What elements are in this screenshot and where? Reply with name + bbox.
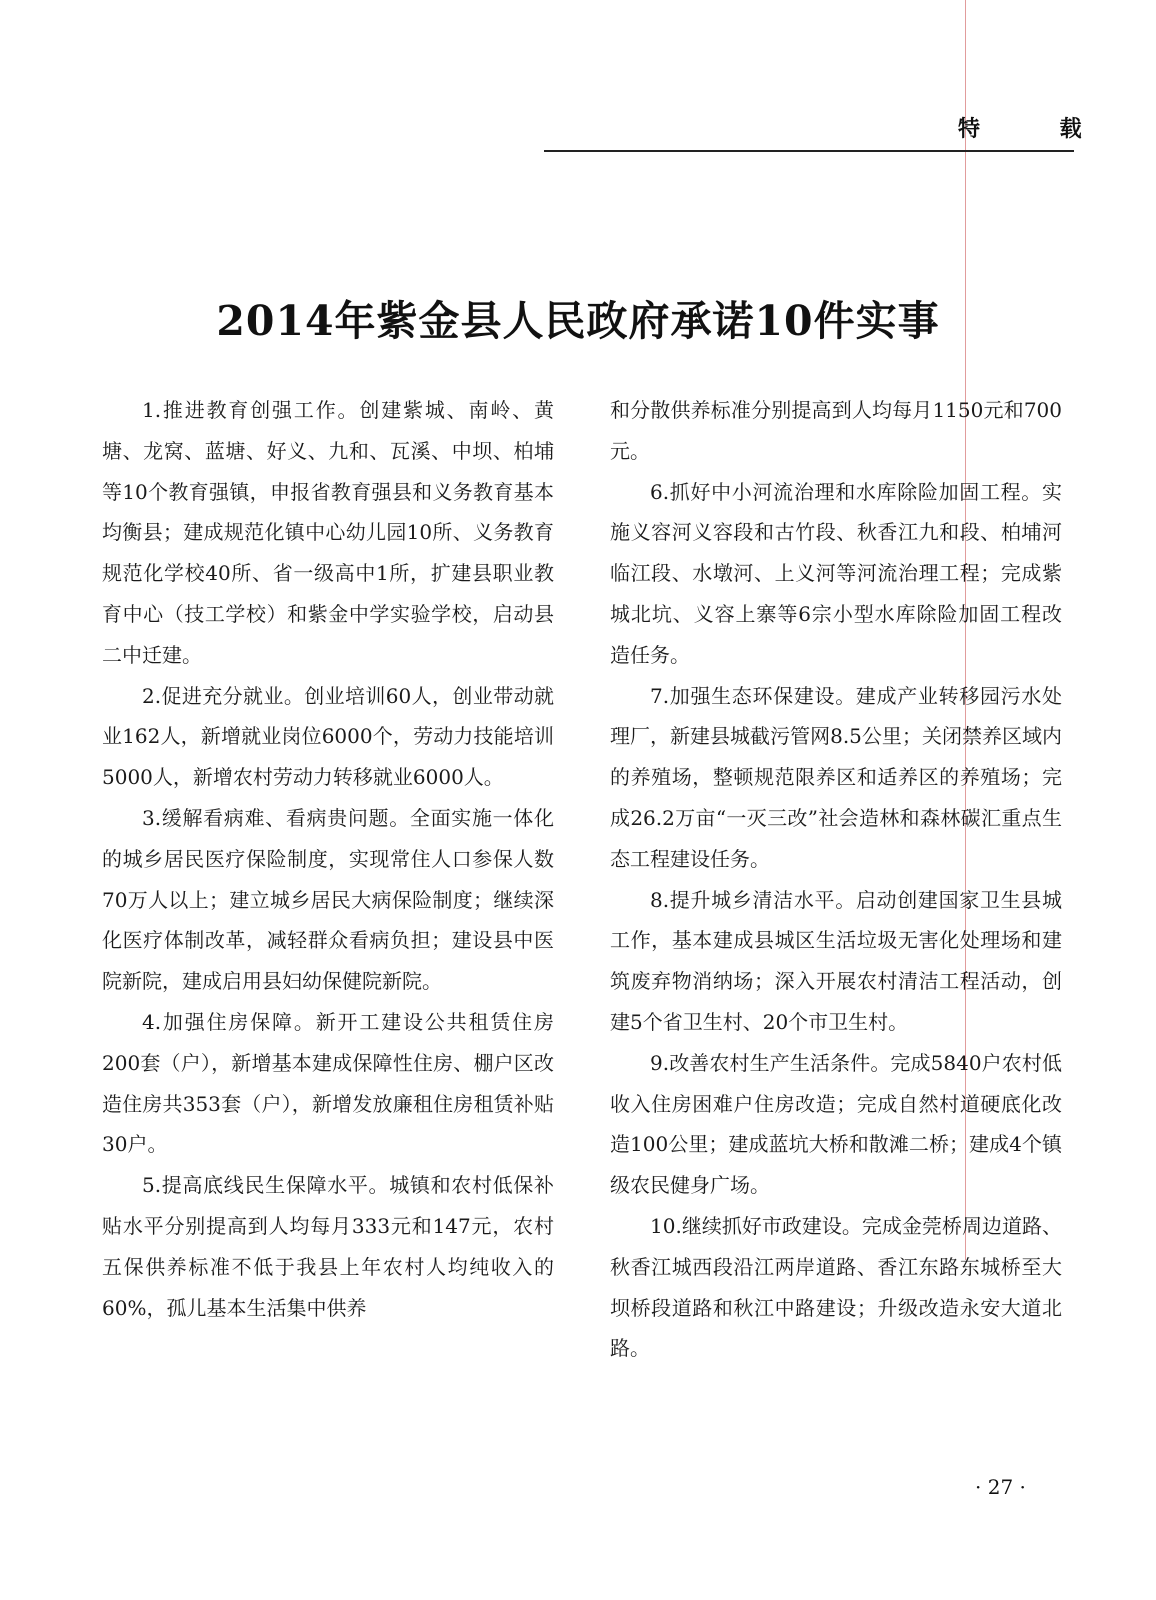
item-paragraph-5-continuation: 和分散供养标准分别提高到人均每月1150元和700元。 [610, 398, 1062, 463]
item-paragraph-10: 10.继续抓好市政建设。完成金莞桥周边道路、秋香江城西段沿江两岸道路、香江东路东城桥至大坝桥段道路和秋江中路建设；升级改造永安大道北路。 [610, 1213, 1062, 1361]
right-column [610, 390, 1062, 1369]
item-paragraph-1: 1.推进教育创强工作。创建紫城、南岭、黄塘、龙窝、蓝塘、好义、九和、瓦溪、中坝、柏埔等10个教育强镇，申报省教育强县和义务教育基本均衡县；建成规范化镇中心幼儿园10所、义务教育规范化学校40所、省一级高中1所，扩建县职业教育中心（技工学校）和紫金中学实验学校，启动县二中迁建。 [102, 398, 554, 667]
item-paragraph-5: 5.提高底线民生保障水平。城镇和农村低保补贴水平分别提高到人均每月333元和147元，农村五保供养标准不低于我县上年农村人均纯收入的60%，孤儿基本生活集中供养 [102, 1173, 554, 1320]
item-paragraph-9: 9.改善农村生产生活条件。完成5840户农村低收入住房困难户住房改造；完成自然村道硬底化改造100公里；建成蓝坑大桥和散滩二桥；建成4个镇级农民健身广场。 [610, 1050, 1062, 1198]
page-title: 2014年紫金县人民政府承诺10件实事 [216, 297, 940, 345]
item-paragraph-4: 4.加强住房保障。新开工建设公共租赁住房200套（户），新增基本建成保障性住房、棚户区改造住房共353套（户），新增发放廉租住房租赁补贴30户。 [102, 1009, 554, 1157]
item-paragraph-3: 3.缓解看病难、看病贵问题。全面实施一体化的城乡居民医疗保险制度，实现常住人口参保人数70万人以上；建立城乡居民大病保险制度；继续深化医疗体制改革，减轻群众看病负担；建设县中医院新院，建成启用县妇幼保健院新院。 [102, 805, 554, 994]
item-paragraph-2: 2.促进充分就业。创业培训60人，创业带动就业162人，新增就业岗位6000个，劳动力技能培训5000人，新增农村劳动力转移就业6000人。 [102, 683, 554, 790]
header-rule [544, 150, 1074, 152]
page-number: · 27 · [975, 1475, 1026, 1499]
item-paragraph-6: 6.抓好中小河流治理和水库除险加固工程。实施义容河义容段和古竹段、秋香江九和段、柏埔河临江段、水墩河、上义河等河流治理工程；完成紫城北坑、义容上寨等6宗小型水库除险加固工程改造任务。 [610, 479, 1062, 667]
item-paragraph-7: 7.加强生态环保建设。建成产业转移园污水处理厂，新建县城截污管网8.5公里；关闭禁养区域内的养殖场，整顿规范限养区和适养区的养殖场；完成26.2万亩“一灭三改”社会造林和森林碳汇重点生态工程建设任务。 [610, 683, 1062, 871]
item-paragraph-8: 8.提升城乡清洁水平。启动创建国家卫生县城工作，基本建成县城区生活垃圾无害化处理场和建筑废弃物消纳场；深入开展农村清洁工程活动，创建5个省卫生村、20个市卫生村。 [610, 887, 1062, 1034]
left-column [102, 390, 554, 1328]
section-tag: 特 载 [958, 117, 1118, 142]
